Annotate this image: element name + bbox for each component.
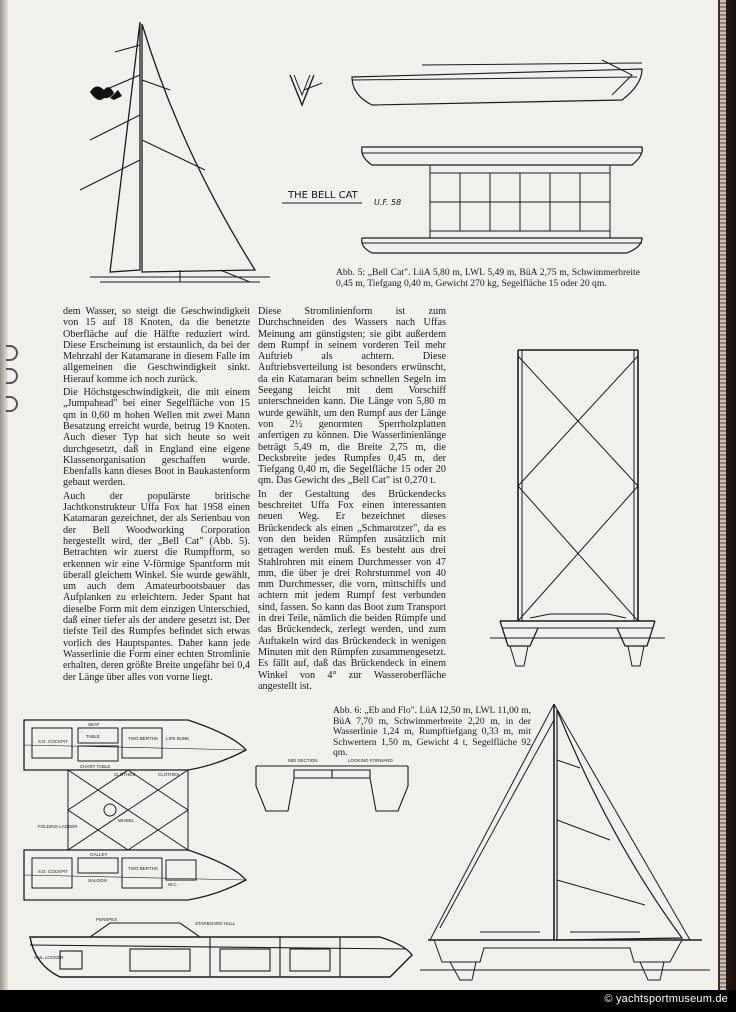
chart-table-label: CHART TABLE xyxy=(80,764,111,769)
bell-cat-signature: U.F. 58 xyxy=(374,198,402,207)
binder-ring xyxy=(6,368,18,384)
binder-ring xyxy=(6,345,18,361)
folding-ladder-label: FOLDING LADDER xyxy=(38,824,78,829)
bell-cat-front-view-drawing xyxy=(490,346,665,686)
watermark: © yachtsportmuseum.de xyxy=(604,993,728,1005)
figure-6-caption: Abb. 6: „Eb and Flo". LüA 12,50 m, LWL 11,00 m, BüA 7,70 m, Schwimmerbreite 2,20 m, in der Wasserlinie 1,24 m, Rumpftiefgang 0,33 m, mit Schwertern 1,50 m, Gewicht 4 t, Segelfläche 92 qm. xyxy=(333,705,531,759)
paragraph: dem Wasser, so steigt die Geschwindigkeit von 15 auf 18 Knoten, da die benetzte Oberfläche auf die Hälfte reduziert wird. Diese Erscheinung ist erstaunlich, da bei der Mehrzahl der Katamarane in diesem Falle im allgemeinen die Geschwindigkeit sinkt. Hierauf komme ich noch zurück. xyxy=(63,306,250,385)
paragraph: In der Gestaltung des Brückendecks beschreitet Uffa Fox einen interessanten neuen Weg. Er bezeichnet dieses Brückendeck als einen „Schmarotzer", da es von den beiden Rümpfen zusätzlich mit getragen werden muß. Es besteht aus drei Stahlrohren mit einem Durchmesser von 47 mm, die über je drei Rohrstummel von 40 mm Durchmesser, die vorn, mittschiffs und achtern mit jedem Rumpf fest verbunden sind, fassen. So kann das Boot zum Transport in drei Teile, nämlich die beiden Rümpfe und das Brückendeck, zerlegt werden, und zum Auftakeln wird das Brückendeck in wenigen Minuten mit den Rümpfen zusammengesetzt. Es fällt auf, daß das Brückendeck in einem Winkel von 4° zur Wasseroberfläche angestellt ist. xyxy=(258,488,446,692)
wc-label: W.C. xyxy=(168,882,178,887)
binder-strip xyxy=(720,0,726,990)
mid-section-drawing xyxy=(252,756,412,818)
bell-cat-title: THE BELL CAT xyxy=(288,190,358,201)
starboard-hull-drawing xyxy=(20,915,415,990)
page-spine-shadow xyxy=(0,0,8,990)
paragraph: Auch der populärste britische Jachtkonstrukteur Uffa Fox hat 1958 einen Katamaran gezeichnet, der als Serienbau von der Bell Woodworking Corporation hergestellt wird, der „Bell Cat" (Abb. 5). Betrachten wir zuerst die Rumpfform, so erkennen wir eine V-förmige Spantform mit überall gleichem Winkel. Sie wurde gewählt, um auch dem Amateurbootsbauer das Aufplanken zu erleichtern. Jeder Spant hat dieselbe Form mit dem einzigen Unterschied, daß einer tiefer als der andere gesetzt ist. Der tiefste Teil des Rumpfes befindet sich etwas vorlich des Hauptspantes. Daher kann jede Wasserlinie die Form einer echten Stromlinie erhalten, deren größte Breite ungefähr bei 0,4 der Länge über alles von vorne liegt. xyxy=(63,490,250,683)
paragraph: Die Höchstgeschwindigkeit, die mit einem „Jumpahead" bei einer Segelfläche von 15 qm in 0,60 m hohen Wellen mit zwei Mann Besatzung erreicht wurde, betrug 19 Knoten. Auch dieser Typ hat sich heute so weit durchgesetzt, daß in England eine eigene Klassenorganisation geschaffen wurde. Ebenfalls kann dieses Boot in Baukastenform gebaut werden. xyxy=(63,387,250,489)
cockpit-label: S.D. COCKPIT xyxy=(38,869,69,874)
left-text-column xyxy=(63,306,250,685)
bell-cat-plan-drawing xyxy=(282,55,662,263)
life-bunk-label: LIFE BUNK xyxy=(166,736,190,741)
cockpit-label: S.D. COCKPIT xyxy=(38,739,69,744)
paragraph: Diese Stromlinienform ist zum Durchschneiden des Wassers nach Uffas Meinung am günstigsten; sie gibt außerdem dem Rumpf in seinem vorderen Teil mehr Auftrieb als achtern. Diese Auftriebsverteilung ist besonders erwünscht, da ein Katamaran beim schnellen Segeln im Seegang leicht mit dem Vorschiff unterschneiden kann. Die Länge von 5,80 m wurde gewählt, um den Rumpf aus der Länge von 2½ genormten Sperrholzplatten anfertigen zu können. Die Wasserlinienlänge beträgt 5,49 m, die Breite 2,75 m, die Decksbreite jedes Rumpfes 0,45 m, der Tiefgang 0,40 m, die Segelfläche 15 oder 20 qm. Das Gewicht des „Bell Cat" ist 0,270 t. xyxy=(258,306,446,487)
saloon-label: SALOON xyxy=(88,878,107,883)
perspex-label: PERSPEX xyxy=(96,917,118,922)
sail-locker-label: SAIL LOCKER xyxy=(34,955,64,960)
seat-label: SEAT xyxy=(88,722,100,727)
wheel-label: WHEEL xyxy=(118,818,135,823)
clothes-label: CLOTHES xyxy=(114,772,136,777)
eb-and-flo-deck-plan-drawing xyxy=(18,710,250,918)
bell-cat-sail-drawing xyxy=(30,20,280,292)
table-label: TABLE xyxy=(86,734,100,739)
eb-and-flo-sail-drawing xyxy=(420,700,710,990)
galley-label: GALLEY xyxy=(90,852,108,857)
middle-text-column xyxy=(258,306,446,694)
mid-section-label: MID SECTION xyxy=(288,758,318,763)
looking-forward-label: LOOKING FORWARD xyxy=(348,758,393,763)
two-berths-label: TWO BERTHS xyxy=(128,736,158,741)
clothes-label: CLOTHES xyxy=(158,772,180,777)
binder-ring xyxy=(6,396,18,412)
starboard-hull-label: STARBOARD HULL xyxy=(195,921,236,926)
figure-5-caption: Abb. 5: „Bell Cat". LüA 5,80 m, LWL 5,49 m, BüA 2,75 m, Schwimmerbreite 0,45 m, Tiefgang 0,40 m, Gewicht 270 kg, Segelfläche 15 oder 20 qm. xyxy=(336,267,640,289)
two-berths-label: TWO BERTHS xyxy=(128,866,158,871)
